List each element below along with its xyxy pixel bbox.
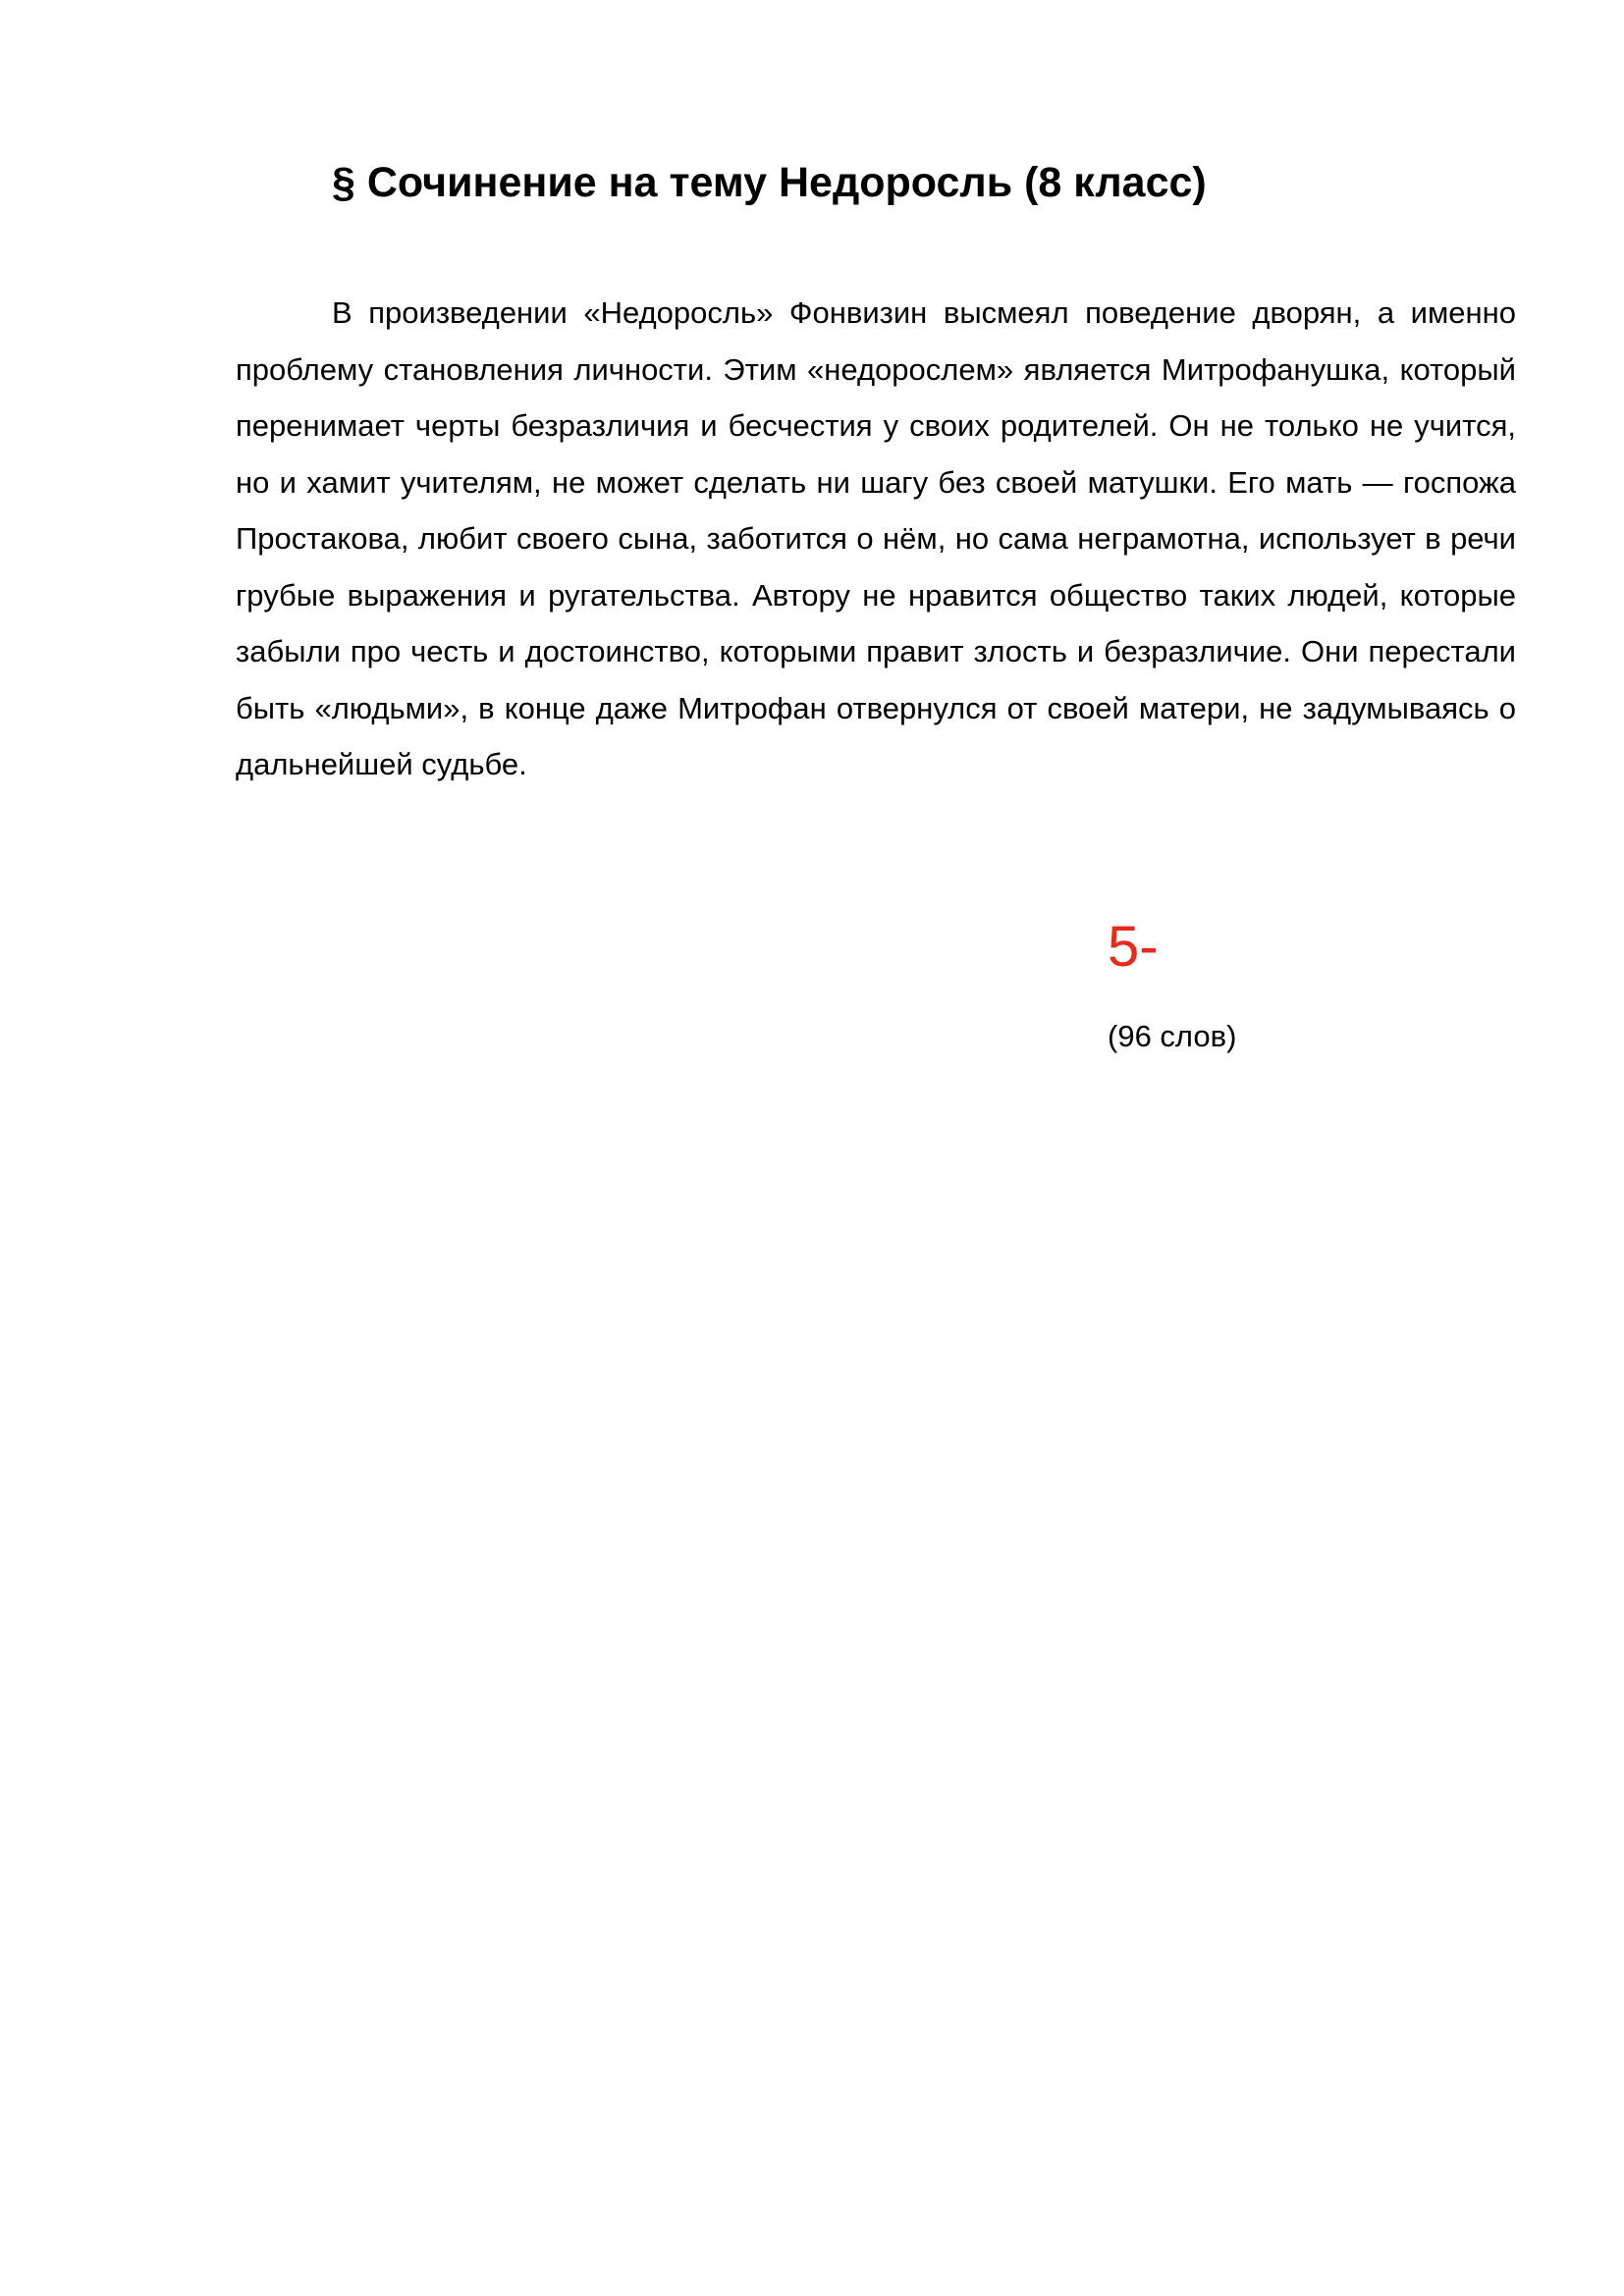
essay-title: § Сочинение на тему Недоросль (8 класс): [332, 159, 1207, 206]
essay-paragraph: В произведении «Недоросль» Фонвизин высмеял поведение дворян, а именно проблему становления личности. Этим «недорослем» является Митрофанушка, который перенимает черты безразличия и бесчестия у своих родителей. Он не только не учится, но и хамит учителям, не может сделать ни шагу без своей матушки. Его мать — госпожа Простакова, любит своего сына, заботится о нём, но сама неграмотна, использует в речи грубые выражения и ругательства. Автору не нравится общество таких людей, которые забыли про честь и достоинство, которыми правит злость и безразличие. Они перестали быть «людьми», в конце даже Митрофан отвернулся от своей матери, не задумываясь о дальнейшей судьбе.: [236, 295, 1516, 781]
word-count-label: (96 слов): [1108, 1019, 1237, 1053]
grade-mark: 5-: [1108, 915, 1159, 979]
